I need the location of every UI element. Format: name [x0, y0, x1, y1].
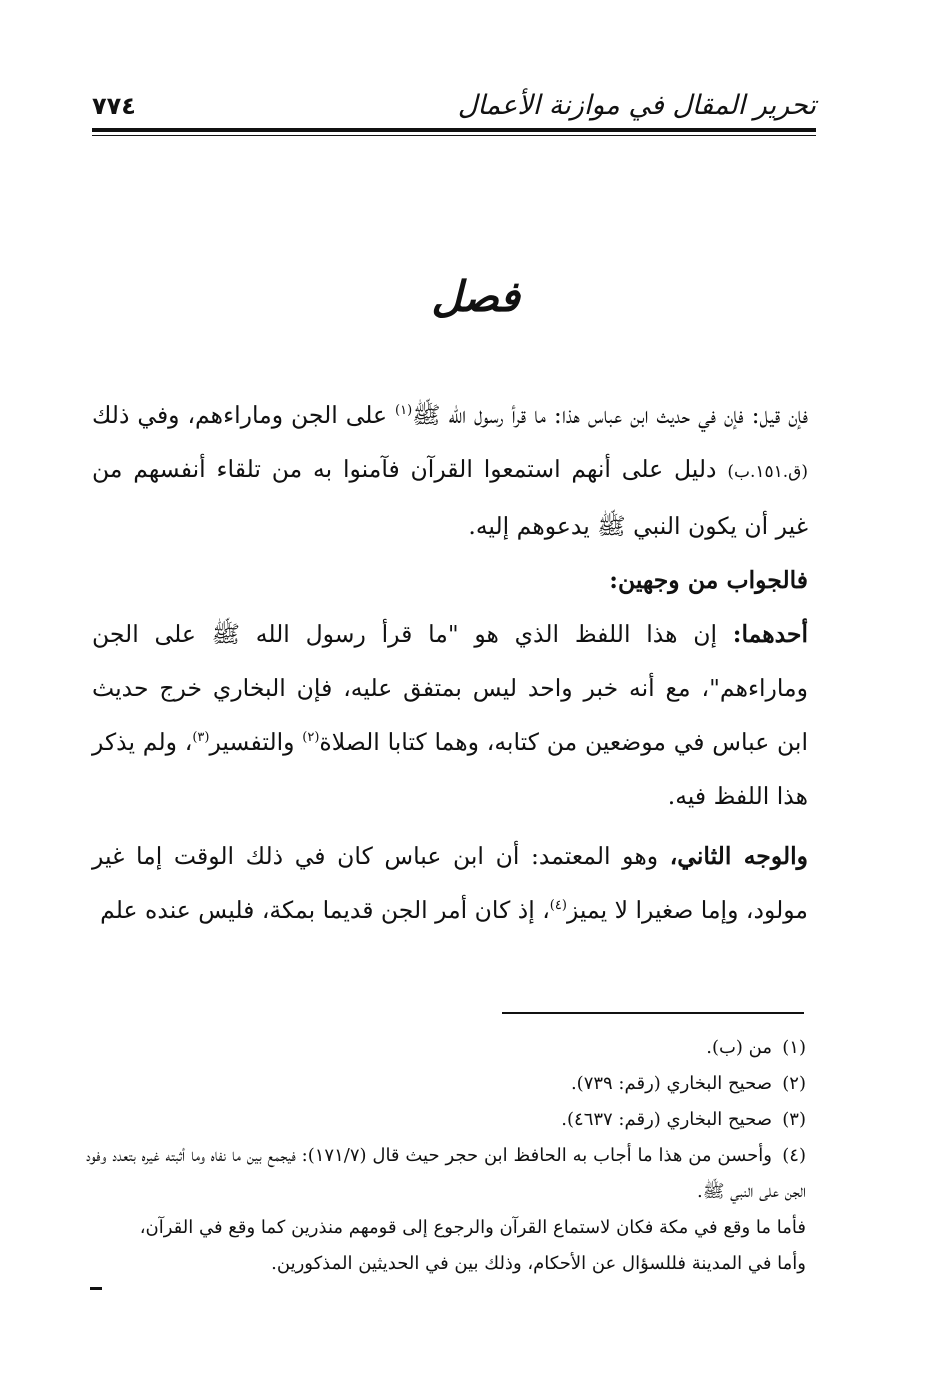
section-heading: فصل — [431, 272, 520, 321]
footnote-continuation-line: وأما في المدينة فللسؤال عن الأحكام، وذلك بين في الحديثين المذكورين. — [271, 1253, 806, 1274]
footnote-number: (٣) — [782, 1109, 806, 1130]
page-number: ٧٧٤ — [92, 92, 136, 120]
main-text — [92, 388, 808, 937]
footnotes — [86, 1030, 806, 1282]
text-run: على الجن وماراءهم، وفي ذلك — [92, 401, 396, 429]
text-run: فإن قيل: فإن في حديث ابن عباس هذا: ما قرأ رسول الله ﷺ — [412, 401, 808, 429]
footnote-ref-1: (١) — [395, 403, 413, 419]
footnote-text: صحيح البخاري (رقم: ٧٣٩). — [570, 1073, 772, 1094]
footnote-text: من (ب). — [706, 1037, 772, 1058]
dash-mark — [90, 1287, 102, 1290]
footnote-number: (١) — [782, 1037, 806, 1058]
paragraph-second-aspect — [92, 829, 808, 937]
paragraph-lead: أحدهما: — [732, 620, 808, 648]
header-rule — [92, 128, 816, 132]
text-run: ، ولم يذكر هذا اللفظ فيه. — [92, 728, 808, 810]
footnote-ref-4: (٤) — [549, 898, 567, 914]
footnote-text: صحيح البخاري (رقم: ٤٦٣٧). — [561, 1109, 772, 1130]
text-run: دليل على أنهم استمعوا القرآن فآمنوا به من تلقاء أنفسهم من غير أن يكون النبي ﷺ يدعوهم إليه. — [92, 455, 808, 540]
text-run: ، إذ كان أمر الجن قديما بمكة، فليس عنده علم — [100, 896, 550, 924]
manuscript-folio-ref: (ق.١٥١.ب) — [727, 462, 808, 482]
answer-heading: فالجواب من وجهين: — [609, 566, 808, 594]
footnote — [86, 1102, 806, 1138]
running-header — [92, 84, 816, 128]
footnote-separator — [502, 1012, 804, 1014]
text-run: والتفسير — [209, 728, 303, 756]
running-title: تحرير المقال في موازنة الأعمال — [457, 90, 816, 121]
footnote — [86, 1066, 806, 1102]
footnote — [86, 1030, 806, 1066]
footnote-continuation-line: فأما ما وقع في مكة فكان لاستماع القرآن والرجوع إلى قومهم منذرين كما وقع في القرآن، — [139, 1217, 806, 1238]
text-run: وهو المعتمد: أن ابن عباس كان في ذلك الوقت إما غير مولود، وإما صغيرا لا يميز — [92, 842, 808, 924]
footnote-ref-3: (٣) — [192, 730, 210, 746]
paragraph-objection — [92, 388, 808, 553]
footnote-number: (٢) — [782, 1073, 806, 1094]
paragraph-lead: والوجه الثاني، — [669, 842, 809, 870]
footnote — [86, 1138, 806, 1210]
footnote-text: وأحسن من هذا ما أجاب به الحافظ ابن حجر حيث قال (١٧١/٧): فيجمع بين ما نفاه وما أثبته غيره بتعدد وفود الجن على النبي ﷺ. — [86, 1145, 806, 1202]
footnote-ref-2: (٢) — [302, 730, 320, 746]
paragraph-first-aspect — [92, 607, 808, 823]
text-run: إن هذا اللفظ الذي هو "ما قرأ رسول الله ﷺ على الجن وماراءهم"، مع أنه خبر واحد ليس بمتفق عليه، فإن البخاري خرج حديث ابن عباس في موضعين من كتابه، وهما كتابا الصلاة — [92, 620, 808, 756]
header-rule-thin — [92, 135, 816, 136]
footnote-number: (٤) — [782, 1145, 806, 1166]
